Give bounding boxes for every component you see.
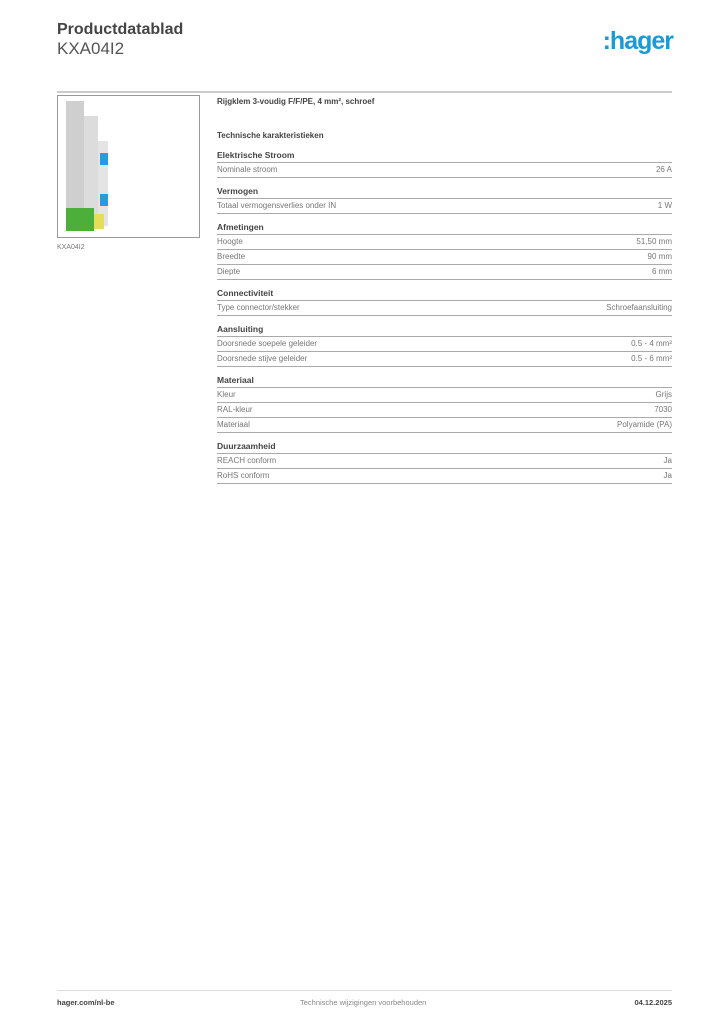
spec-section <box>217 150 672 178</box>
spec-section <box>217 222 672 280</box>
image-caption: KXA04I2 <box>57 244 85 251</box>
section-title: Aansluiting <box>217 324 672 337</box>
spec-value: 0.5 - 4 mm² <box>631 339 672 348</box>
spec-label: Breedte <box>217 252 246 261</box>
spec-value: 90 mm <box>647 252 672 261</box>
spec-label: Doorsnede stijve geleider <box>217 354 308 363</box>
hager-logo: :hager <box>602 27 673 55</box>
spec-label: RAL-kleur <box>217 405 253 414</box>
spec-row <box>217 403 672 418</box>
spec-label: Kleur <box>217 390 236 399</box>
spec-label: Nominale stroom <box>217 165 278 174</box>
footer-website[interactable]: hager.com/nl-be <box>57 998 115 1007</box>
spec-value: 1 W <box>657 201 672 210</box>
spec-label: REACH conform <box>217 456 277 465</box>
spec-section <box>217 288 672 316</box>
spec-section <box>217 186 672 214</box>
footer-note: Technische wijzigingen voorbehouden <box>300 998 427 1007</box>
spec-label: Doorsnede soepele geleider <box>217 339 318 348</box>
spec-label: Diepte <box>217 267 241 276</box>
section-title: Afmetingen <box>217 222 672 235</box>
spec-label: Hoogte <box>217 237 243 246</box>
product-code: KXA04I2 <box>57 39 125 58</box>
header-divider <box>57 91 672 93</box>
spec-label: Materiaal <box>217 420 250 429</box>
spec-value: 7030 <box>654 405 672 414</box>
spec-content <box>217 96 672 492</box>
page-title: Productdatablad <box>57 21 184 38</box>
spec-row <box>217 418 672 433</box>
spec-row <box>217 337 672 352</box>
spec-value: 6 mm <box>652 267 672 276</box>
spec-value: 51,50 mm <box>636 237 672 246</box>
footer-date: 04.12.2025 <box>634 998 672 1007</box>
spec-label: Type connector/stekker <box>217 303 300 312</box>
spec-row <box>217 265 672 280</box>
spec-row <box>217 301 672 316</box>
spec-row <box>217 388 672 403</box>
spec-label: Totaal vermogensverlies onder IN <box>217 201 337 210</box>
spec-value: Ja <box>663 456 672 465</box>
spec-row <box>217 163 672 178</box>
spec-sections <box>217 150 672 484</box>
spec-section <box>217 441 672 484</box>
spec-value: 0.5 - 6 mm² <box>631 354 672 363</box>
product-name: Rijgklem 3-voudig F/F/PE, 4 mm², schroef <box>217 97 375 106</box>
spec-row <box>217 199 672 214</box>
tech-title: Technische karakteristieken <box>217 131 324 140</box>
spec-label: RoHS conform <box>217 471 270 480</box>
spec-row <box>217 250 672 265</box>
section-title: Materiaal <box>217 375 672 388</box>
spec-value: Ja <box>663 471 672 480</box>
spec-value: Schroefaansluiting <box>606 303 672 312</box>
spec-section <box>217 375 672 433</box>
section-title: Vermogen <box>217 186 672 199</box>
spec-row <box>217 235 672 250</box>
spec-section <box>217 324 672 367</box>
spec-value: 26 A <box>655 165 672 174</box>
section-title: Duurzaamheid <box>217 441 672 454</box>
spec-row <box>217 352 672 367</box>
product-image <box>57 95 200 238</box>
footer-divider <box>57 990 672 991</box>
spec-row <box>217 469 672 484</box>
section-title: Elektrische Stroom <box>217 150 672 163</box>
section-title: Connectiviteit <box>217 288 672 301</box>
spec-row <box>217 454 672 469</box>
spec-value: Grijs <box>655 390 672 399</box>
spec-value: Polyamide (PA) <box>617 420 672 429</box>
